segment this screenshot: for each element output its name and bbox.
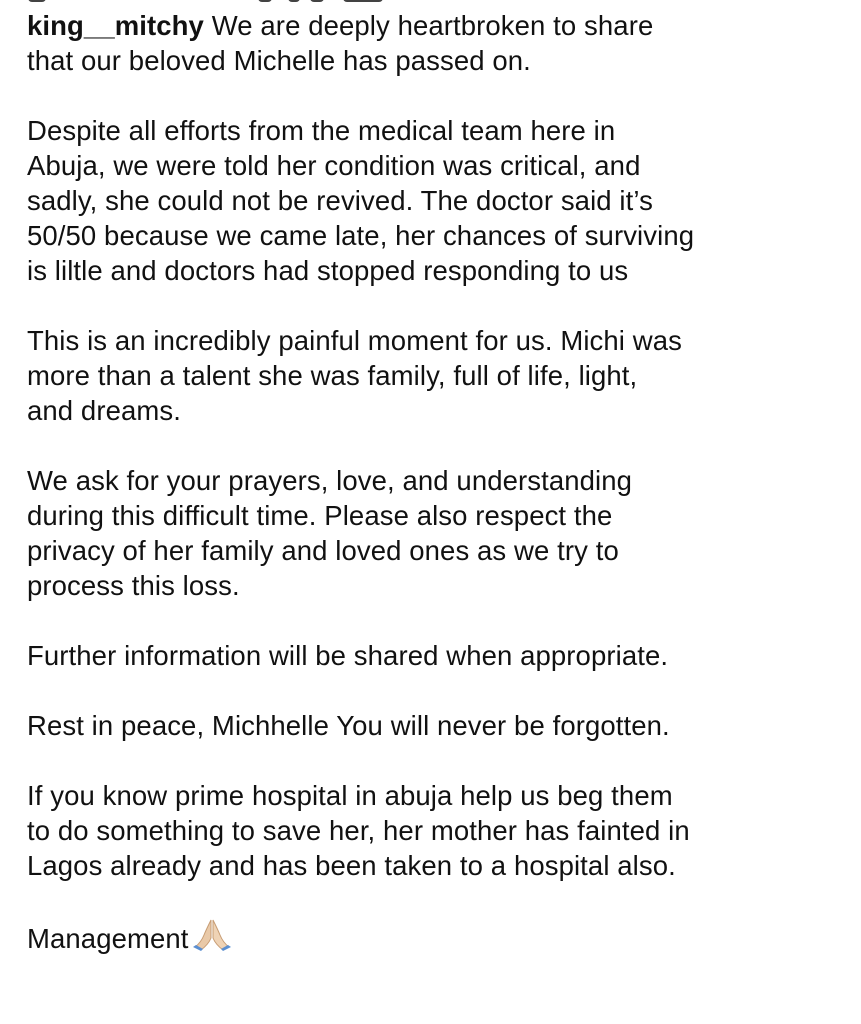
paragraph-line: is liltle and doctors had stopped responding to us: [27, 255, 629, 286]
paragraph-prayers: [27, 463, 842, 603]
paragraph-line: and dreams.: [27, 395, 181, 426]
praying-hands-icon: [191, 918, 233, 952]
paragraph-line: to do something to save her, her mother has fainted in: [27, 815, 690, 846]
post-caption: [27, 8, 842, 991]
paragraph-line: If you know prime hospital in abuja help us beg them: [27, 780, 673, 811]
paragraph-line: more than a talent she was family, full of life, light,: [27, 360, 638, 391]
paragraph-line: Lagos already and has been taken to a hospital also.: [27, 850, 676, 881]
cropped-header-fragment: [28, 0, 388, 6]
signature-text: Management: [27, 923, 189, 954]
signature-line: [27, 918, 842, 956]
paragraph-line: This is an incredibly painful moment for us. Michi was: [27, 325, 682, 356]
paragraph-line: sadly, she could not be revived. The doctor said it’s: [27, 185, 653, 216]
caption-intro: [27, 8, 842, 78]
paragraph-line: We ask for your prayers, love, and understanding: [27, 465, 633, 496]
intro-text-line-1: We are deeply heartbroken to share: [211, 10, 654, 41]
paragraph-line: 50/50 because we came late, her chances of surviving: [27, 220, 695, 251]
paragraph-further-info: [27, 638, 842, 673]
paragraph-line: during this difficult time. Please also respect the: [27, 500, 613, 531]
paragraph-line: Despite all efforts from the medical team here in: [27, 115, 616, 146]
paragraph-rest-in-peace: [27, 708, 842, 743]
paragraph-line: Abuja, we were told her condition was critical, and: [27, 150, 641, 181]
paragraph-painful-moment: [27, 323, 842, 428]
further-info-text: Further information will be shared when appropriate.: [27, 640, 669, 671]
intro-text-line-2: that our beloved Michelle has passed on.: [27, 45, 531, 76]
paragraph-line: process this loss.: [27, 570, 240, 601]
paragraph-line: privacy of her family and loved ones as we try to: [27, 535, 619, 566]
username-link[interactable]: king__mitchy: [27, 10, 204, 41]
rest-in-peace-text: Rest in peace, Michhelle You will never be forgotten.: [27, 710, 670, 741]
paragraph-hospital-plea: [27, 778, 842, 883]
paragraph-medical: [27, 113, 842, 288]
